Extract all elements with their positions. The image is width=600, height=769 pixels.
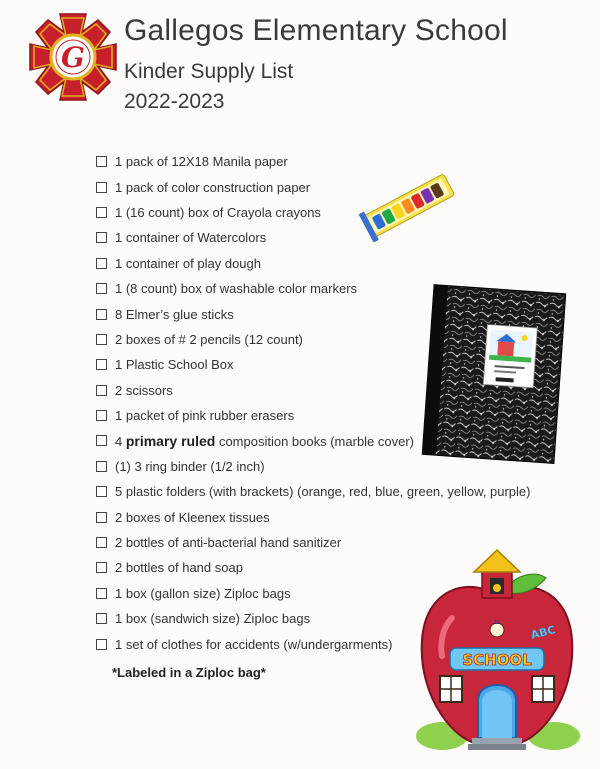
checklist-item-label: 1 packet of pink rubber erasers xyxy=(115,408,295,424)
checklist-item-label: 1 box (sandwich size) Ziploc bags xyxy=(115,611,311,627)
checkbox[interactable] xyxy=(96,512,107,523)
watercolor-paints-illustration xyxy=(358,160,458,250)
checkbox[interactable] xyxy=(96,461,107,472)
checkbox[interactable] xyxy=(96,156,107,167)
checklist-item-label: 1 container of play dough xyxy=(115,255,261,271)
checklist-item xyxy=(96,225,530,250)
checkbox[interactable] xyxy=(96,334,107,345)
checklist-item-label: 2 scissors xyxy=(115,382,173,398)
checkbox[interactable] xyxy=(96,537,107,548)
checkbox[interactable] xyxy=(96,232,107,243)
checklist-item-label: 1 (8 count) box of washable color markers xyxy=(115,281,358,297)
checklist-item xyxy=(96,251,530,276)
list-title: Kinder Supply List xyxy=(124,60,294,83)
checkbox[interactable] xyxy=(96,385,107,396)
checklist-item xyxy=(96,479,530,504)
school-name: Gallegos Elementary School xyxy=(124,14,508,47)
composition-notebook-illustration xyxy=(418,283,568,465)
logo-letter: G xyxy=(61,41,85,74)
checkbox[interactable] xyxy=(96,588,107,599)
checkbox[interactable] xyxy=(96,562,107,573)
checklist-item-label: 2 boxes of # 2 pencils (12 count) xyxy=(115,331,303,347)
svg-text:SCHOOL: SCHOOL xyxy=(462,651,532,669)
school-logo xyxy=(26,10,120,104)
checklist-item-label: 1 set of clothes for accidents (w/undergarments) xyxy=(115,636,393,652)
checklist-item xyxy=(96,149,530,174)
checkbox[interactable] xyxy=(96,639,107,650)
checklist-item-label: 2 bottles of hand soap xyxy=(115,560,243,576)
svg-text:12: 12 xyxy=(494,620,500,626)
checklist-item-label: 5 plastic folders (with brackets) (orange, red, blue, green, yellow, purple) xyxy=(115,484,531,500)
checklist-item xyxy=(96,200,530,225)
checklist-item-label: 2 boxes of Kleenex tissues xyxy=(115,509,270,525)
checklist-item-label: 1 Plastic School Box xyxy=(115,357,234,373)
checklist-item-label: 1 box (gallon size) Ziploc bags xyxy=(115,585,291,601)
checkbox[interactable] xyxy=(96,359,107,370)
emphasized-text: primary ruled xyxy=(125,432,216,449)
checklist-item-label: 1 (16 count) box of Crayola crayons xyxy=(115,204,321,220)
checklist-item-label: 1 container of Watercolors xyxy=(115,230,267,246)
checklist-item xyxy=(96,504,530,529)
checklist-item-label: 1 pack of color construction paper xyxy=(115,179,311,195)
checkbox[interactable] xyxy=(96,410,107,421)
checkbox[interactable] xyxy=(96,283,107,294)
apple-schoolhouse-illustration xyxy=(412,548,582,758)
checklist-item-label: (1) 3 ring binder (1/2 inch) xyxy=(115,458,265,474)
checkbox[interactable] xyxy=(96,309,107,320)
checkbox[interactable] xyxy=(96,258,107,269)
checkbox[interactable] xyxy=(96,486,107,497)
school-year: 2022-2023 xyxy=(124,90,225,113)
checklist-item-label: 4 primary ruled composition books (marble cover) xyxy=(115,432,415,449)
checkbox[interactable] xyxy=(96,613,107,624)
checklist-item xyxy=(96,174,530,199)
checklist-item-label: 8 Elmer’s glue sticks xyxy=(115,306,234,322)
checklist-item-label: 1 pack of 12X18 Manila paper xyxy=(115,154,288,170)
svg-text:ABC: ABC xyxy=(529,623,557,642)
checkbox[interactable] xyxy=(96,435,107,446)
checkbox[interactable] xyxy=(96,207,107,218)
checklist-item-label: 2 bottles of anti-bacterial hand sanitizer xyxy=(115,535,342,551)
labeled-note: *Labeled in a Ziploc bag* xyxy=(112,665,266,680)
checkbox[interactable] xyxy=(96,182,107,193)
